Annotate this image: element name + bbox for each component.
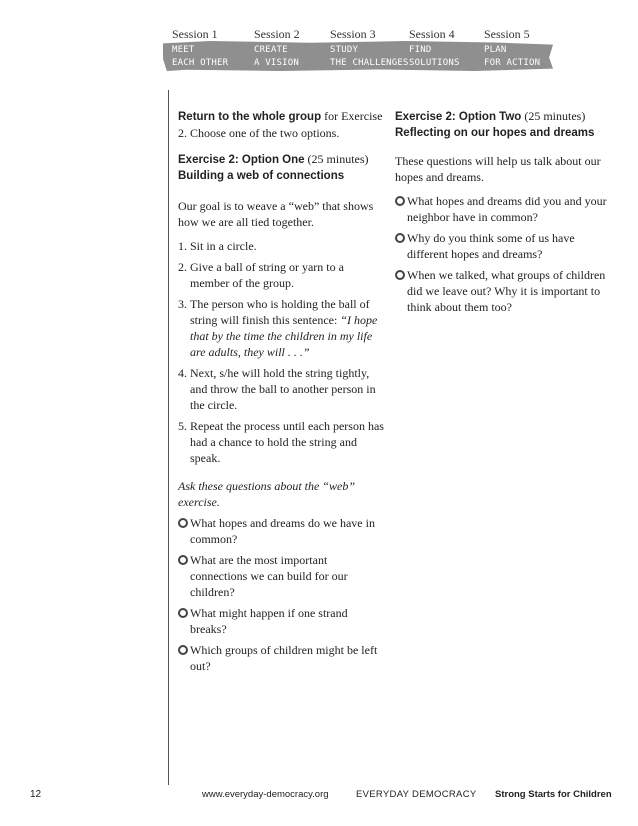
- list-item: [178, 605, 386, 637]
- circle-bullet-icon: [395, 196, 405, 206]
- web-questions-list: [178, 515, 386, 674]
- step-text: Sit in a circle.: [190, 239, 257, 253]
- option-one-title: Exercise 2: Option One: [178, 154, 305, 166]
- step-number: 1.: [178, 239, 187, 253]
- step-number: 5.: [178, 419, 187, 433]
- question-text: What hopes and dreams do we have in common?: [190, 516, 375, 546]
- list-item: [178, 365, 386, 413]
- circle-bullet-icon: [178, 645, 188, 655]
- circle-bullet-icon: [178, 608, 188, 618]
- option-two-heading: [395, 108, 607, 141]
- option-two-intro: These questions will help us talk about our hopes and dreams.: [395, 154, 601, 184]
- session-2-title: Session 2: [254, 27, 300, 41]
- footer-title: Strong Starts for Children: [495, 789, 612, 800]
- session-5-label-line1: PLAN: [484, 45, 507, 55]
- step-text: Next, s/he will hold the string tightly, and throw the ball to another person in the circle.: [190, 366, 376, 412]
- step-number: 4.: [178, 366, 187, 380]
- step-text: Give a ball of string or yarn to a member of the group.: [190, 260, 344, 290]
- ask-text: Ask these questions about the “web” exercise.: [178, 479, 355, 509]
- option-two-time: (25 minutes): [521, 109, 586, 123]
- session-3-label-line1: STUDY: [330, 45, 359, 55]
- option-two-title: Exercise 2: Option Two: [395, 111, 522, 123]
- session-4-label: [409, 44, 460, 70]
- step-number: 3.: [178, 297, 187, 311]
- list-item: [178, 515, 386, 547]
- session-5-label: [484, 44, 540, 70]
- hopes-questions-list: [395, 193, 607, 315]
- session-1-label-line2: EACH OTHER: [172, 58, 229, 68]
- session-4-label-line2: SOLUTIONS: [409, 58, 460, 68]
- list-item: [178, 642, 386, 674]
- option-two-subtitle: Reflecting on our hopes and dreams: [395, 127, 595, 139]
- session-3-title: Session 3: [330, 27, 376, 41]
- step-text: The person who is holding the ball of string will finish this sentence:: [190, 297, 370, 327]
- question-text: What are the most important connections we can build for our children?: [190, 553, 348, 599]
- session-2-label-line2: A VISION: [254, 58, 299, 68]
- list-item: [395, 230, 607, 262]
- session-3-label-line2: THE CHALLENGES: [330, 58, 409, 68]
- intro-bold: Return to the whole group: [178, 111, 322, 123]
- session-1-label-line1: MEET: [172, 45, 195, 55]
- step-quote: “I hope that by the time the children in my life are adults, they will . . .”: [190, 313, 378, 359]
- list-item: [395, 267, 607, 315]
- list-item: [178, 296, 386, 360]
- circle-bullet-icon: [178, 555, 188, 565]
- session-1-title: Session 1: [172, 27, 218, 41]
- question-text: Why do you think some of us have different hopes and dreams?: [407, 231, 575, 261]
- question-text: What might happen if one strand breaks?: [190, 606, 348, 636]
- ask-instruction: [178, 478, 386, 510]
- session-5-title: Session 5: [484, 27, 530, 41]
- right-column: [395, 108, 607, 320]
- margin-rule: [168, 90, 169, 785]
- left-column: [178, 108, 386, 679]
- session-2-label: [254, 44, 299, 70]
- steps-list: [178, 238, 386, 466]
- list-item: [178, 259, 386, 291]
- intro-rest: for Exercise 2. Choose one of the two options.: [178, 109, 383, 140]
- session-3-label: [330, 44, 409, 70]
- list-item: [178, 418, 386, 466]
- page-number: 12: [30, 789, 42, 800]
- question-text: When we talked, what groups of children did we leave out? Why it is important to think about them too?: [407, 268, 606, 314]
- question-text: What hopes and dreams did you and your neighbor have in common?: [407, 194, 607, 224]
- list-item: [395, 193, 607, 225]
- question-text: Which groups of children might be left out?: [190, 643, 378, 673]
- list-item: [178, 238, 386, 254]
- session-2-label-line1: CREATE: [254, 45, 288, 55]
- footer-url: www.everyday-democracy.org: [202, 789, 329, 800]
- option-one-heading: [178, 151, 386, 184]
- list-item: [178, 552, 386, 600]
- circle-bullet-icon: [395, 270, 405, 280]
- session-4-title: Session 4: [409, 27, 455, 41]
- footer-org: EVERYDAY DEMOCRACY: [356, 789, 477, 800]
- option-one-time: (25 minutes): [304, 152, 369, 166]
- step-number: 2.: [178, 260, 187, 274]
- intro-paragraph: [178, 108, 386, 141]
- session-4-label-line1: FIND: [409, 45, 432, 55]
- option-one-subtitle: Building a web of connections: [178, 170, 345, 182]
- goal-paragraph: Our goal is to weave a “web” that shows how we are all tied together.: [178, 199, 374, 229]
- circle-bullet-icon: [395, 233, 405, 243]
- circle-bullet-icon: [178, 518, 188, 528]
- step-text: Repeat the process until each person has had a chance to hold the string and speak.: [190, 419, 384, 465]
- session-5-label-line2: FOR ACTION: [484, 58, 541, 68]
- session-1-label: [172, 44, 228, 70]
